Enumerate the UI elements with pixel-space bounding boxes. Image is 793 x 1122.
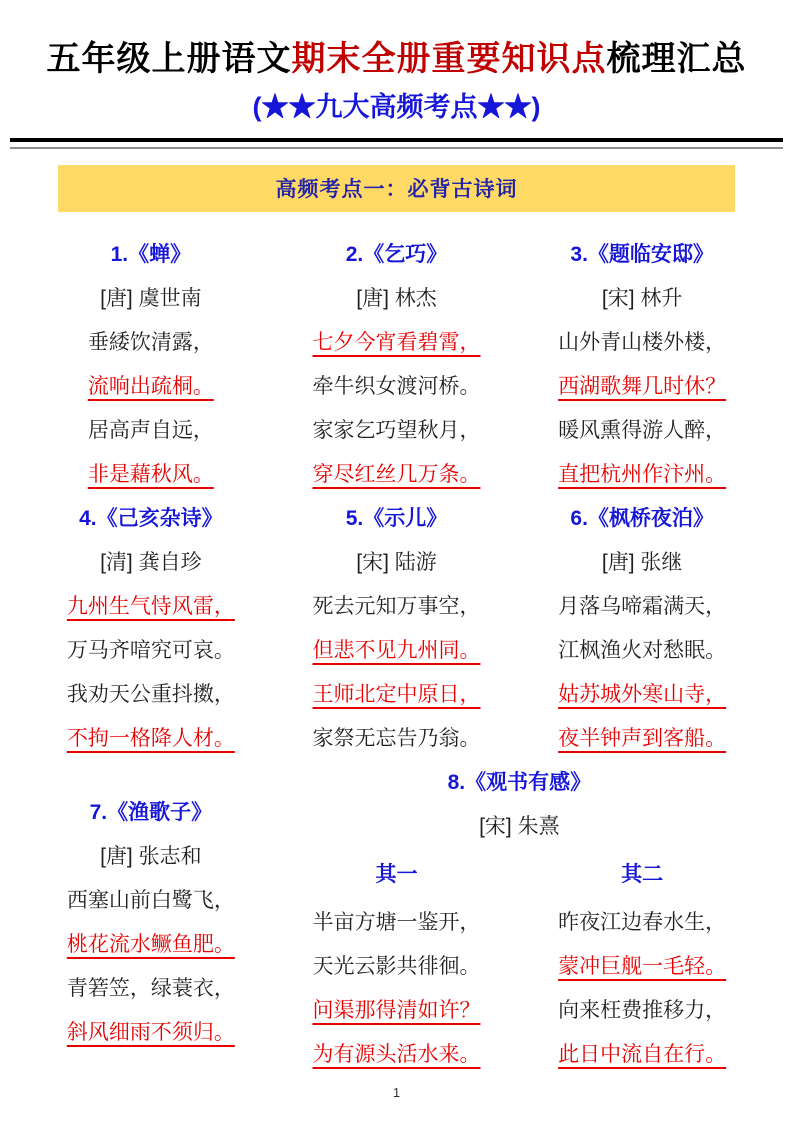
poem-line: 穿尽红丝几万条。 bbox=[312, 462, 481, 486]
poem-line: 非是藉秋风。 bbox=[87, 462, 214, 486]
poem-line: 七夕今宵看碧霄， bbox=[312, 330, 481, 354]
page-number: 1 bbox=[392, 1085, 401, 1100]
page-title-segment-black2: 梳理汇总 bbox=[606, 41, 747, 78]
page-title-segment-red: 期末全册重要知识点 bbox=[291, 41, 607, 78]
poem-part-label: 其一 bbox=[375, 862, 418, 886]
poem-line: 天光云影共徘徊。 bbox=[312, 954, 481, 978]
poem-card bbox=[28, 244, 274, 508]
poem-title: 3.《题临安邸》 bbox=[570, 242, 714, 266]
poem-author: [唐] 张继 bbox=[601, 550, 683, 574]
poem-line: 万马齐喑究可哀。 bbox=[66, 638, 235, 662]
poem-line: 但悲不见九州同。 bbox=[312, 638, 481, 662]
poem-line: 居高声自远， bbox=[87, 418, 214, 442]
poem-line: 夜半钟声到客船。 bbox=[558, 726, 727, 750]
poem-author: [唐] 林杰 bbox=[356, 286, 437, 310]
poem-card bbox=[274, 244, 520, 508]
poem-line: 不拘一格降人材。 bbox=[66, 726, 235, 750]
poem-line: 我劝天公重抖擞， bbox=[66, 682, 235, 706]
poem-line: 姑苏城外寒山寺， bbox=[558, 682, 727, 706]
poem-title: 4.《己亥杂诗》 bbox=[79, 506, 223, 530]
poem-title: 7.《渔歌子》 bbox=[89, 800, 213, 824]
poem-author: [宋] 朱熹 bbox=[479, 814, 560, 838]
poem-title: 5.《示儿》 bbox=[345, 506, 448, 530]
poem-line: 垂緌饮清露， bbox=[87, 330, 214, 354]
poem-8-block bbox=[274, 772, 765, 1088]
poem-line: 直把杭州作汴州。 bbox=[558, 462, 727, 486]
poem-8-part bbox=[274, 860, 520, 1088]
poem-line: 蒙冲巨舰一毛轻。 bbox=[558, 954, 727, 978]
poem-title: 6.《枫桥夜泊》 bbox=[570, 506, 714, 530]
poem-grid-row-2 bbox=[28, 508, 765, 772]
poem-line: 九州生气恃风雷， bbox=[66, 594, 235, 618]
poem-line: 西塞山前白鹭飞， bbox=[66, 888, 235, 912]
poem-grid-row-3 bbox=[28, 772, 765, 1088]
poem-card bbox=[519, 508, 765, 772]
poem-line: 桃花流水鳜鱼肥。 bbox=[66, 932, 235, 956]
poem-card bbox=[519, 244, 765, 508]
poem-line: 半亩方塘一鉴开， bbox=[312, 910, 481, 934]
poem-8-part bbox=[519, 860, 765, 1088]
poem-title: 2.《乞巧》 bbox=[345, 242, 448, 266]
poem-title: 8.《观书有感》 bbox=[447, 770, 592, 794]
poem-line: 江枫渔火对愁眠。 bbox=[558, 638, 727, 662]
poem-line: 此日中流自在行。 bbox=[558, 1042, 727, 1066]
poem-line: 月落乌啼霜满天， bbox=[558, 594, 727, 618]
poem-part-label: 其二 bbox=[621, 862, 664, 886]
poem-card bbox=[274, 508, 520, 772]
poem-line: 问渠那得清如许？ bbox=[312, 998, 481, 1022]
page-title bbox=[28, 40, 765, 81]
poem-author: [唐] 张志和 bbox=[100, 844, 202, 868]
poem-line: 家家乞巧望秋月， bbox=[312, 418, 481, 442]
poem-line: 家祭无忘告乃翁。 bbox=[312, 726, 481, 750]
page-title-segment-black1: 五年级上册语文 bbox=[46, 41, 292, 78]
double-rule-divider bbox=[10, 138, 783, 149]
poem-card bbox=[28, 508, 274, 772]
poem-card bbox=[28, 802, 274, 1043]
poem-line: 斜风细雨不须归。 bbox=[66, 1020, 235, 1044]
poem-line: 西湖歌舞几时休？ bbox=[558, 374, 727, 398]
section-banner-key-point-1: 高频考点一：必背古诗词 bbox=[58, 165, 735, 212]
poem-7-column bbox=[28, 772, 274, 1088]
poem-author: [唐] 虞世南 bbox=[100, 286, 202, 310]
poem-line: 为有源头活水来。 bbox=[312, 1042, 481, 1066]
poem-line: 青箬笠，绿蓑衣， bbox=[66, 976, 235, 1000]
poem-author: [宋] 林升 bbox=[601, 286, 683, 310]
poem-line: 死去元知万事空， bbox=[312, 594, 481, 618]
poem-grid-row-1 bbox=[28, 244, 765, 508]
poem-line: 流响出疏桐。 bbox=[87, 374, 214, 398]
poem-line: 牵牛织女渡河桥。 bbox=[312, 374, 481, 398]
page-subtitle: (★★九大高频考点★★) bbox=[252, 91, 541, 122]
poem-author: [清] 龚自珍 bbox=[100, 550, 202, 574]
poem-8-parts-grid bbox=[274, 860, 765, 1088]
poem-line: 王师北定中原日， bbox=[312, 682, 481, 706]
poem-line: 暖风熏得游人醉， bbox=[558, 418, 727, 442]
poem-line: 昨夜江边春水生， bbox=[558, 910, 727, 934]
poem-line: 山外青山楼外楼， bbox=[558, 330, 727, 354]
poem-line: 向来枉费推移力， bbox=[558, 998, 727, 1022]
poem-title: 1.《蝉》 bbox=[110, 242, 192, 266]
poem-author: [宋] 陆游 bbox=[356, 550, 437, 574]
